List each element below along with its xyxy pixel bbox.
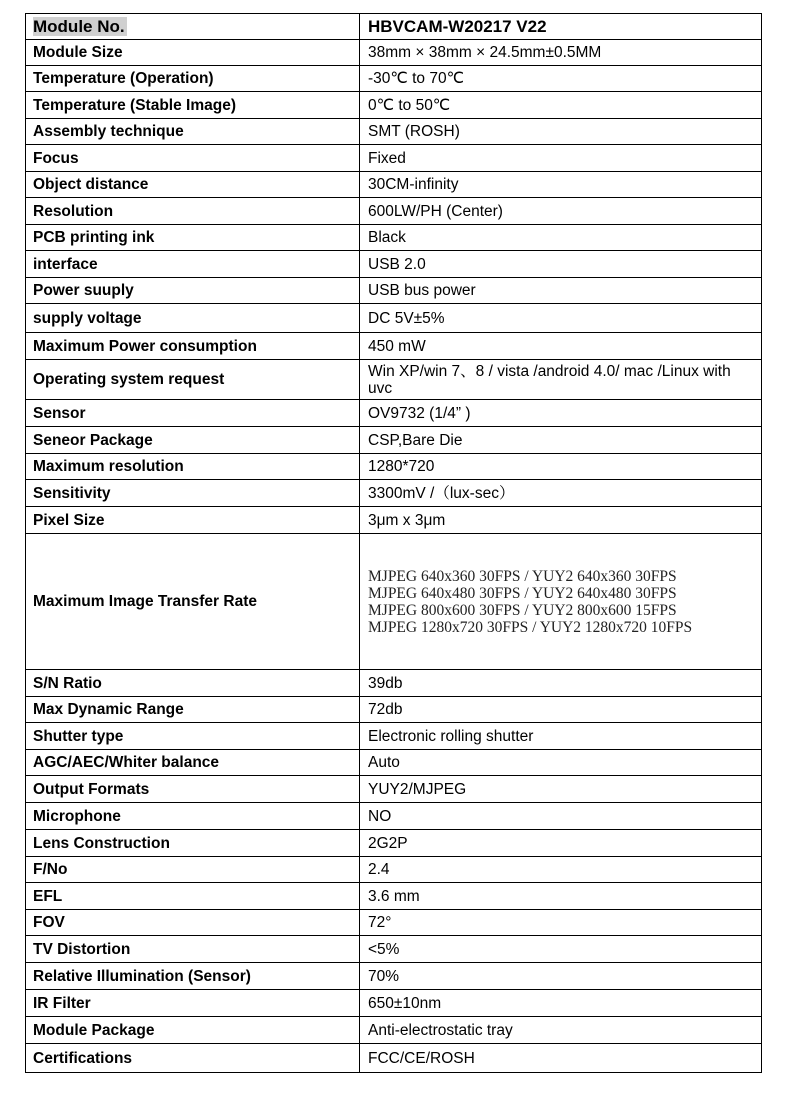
spec-row: [26, 857, 762, 883]
spec-label: Focus: [26, 145, 360, 172]
spec-label: Shutter type: [26, 723, 360, 750]
spec-row: [26, 534, 762, 670]
spec-label: Temperature (Stable Image): [26, 92, 360, 119]
spec-label: PCB printing ink: [26, 225, 360, 251]
spec-row: [26, 145, 762, 172]
transfer-rate-line: MJPEG 640x480 30FPS / YUY2 640x480 30FPS: [368, 584, 677, 602]
spec-row: [26, 66, 762, 92]
spec-label: Power suuply: [26, 278, 360, 304]
spec-row: [26, 172, 762, 198]
spec-row: [26, 251, 762, 278]
spec-label: Assembly technique: [26, 119, 360, 145]
spec-label: Microphone: [26, 803, 360, 830]
spec-label: Seneor Package: [26, 427, 360, 454]
spec-value: 70%: [360, 963, 762, 990]
spec-value: Black: [360, 225, 762, 251]
spec-value: -30℃ to 70℃: [360, 66, 762, 92]
spec-value: 3μm x 3μm: [360, 507, 762, 534]
spec-label: Maximum Power consumption: [26, 333, 360, 360]
spec-label: FOV: [26, 910, 360, 936]
spec-value: 2.4: [360, 857, 762, 883]
spec-value: FCC/CE/ROSH: [360, 1044, 762, 1073]
module-no-label: Module No.: [33, 17, 125, 36]
spec-value: 3300mV /（lux-sec）: [360, 480, 762, 507]
spec-header-label: [26, 14, 360, 40]
spec-row: [26, 1017, 762, 1044]
spec-value: Fixed: [360, 145, 762, 172]
spec-value: 72db: [360, 697, 762, 723]
spec-value: SMT (ROSH): [360, 119, 762, 145]
spec-row: [26, 360, 762, 400]
spec-value: Anti-electrostatic tray: [360, 1017, 762, 1044]
spec-label: EFL: [26, 883, 360, 910]
transfer-rate-line: MJPEG 800x600 30FPS / YUY2 800x600 15FPS: [368, 601, 677, 619]
spec-row: [26, 427, 762, 454]
spec-table: [25, 13, 762, 1073]
spec-label: Object distance: [26, 172, 360, 198]
spec-label: Module Size: [26, 40, 360, 66]
spec-value: 600LW/PH (Center): [360, 198, 762, 225]
spec-value: <5%: [360, 936, 762, 963]
spec-row: [26, 92, 762, 119]
spec-row: [26, 963, 762, 990]
spec-label: Operating system request: [26, 360, 360, 400]
spec-value: DC 5V±5%: [360, 304, 762, 333]
spec-value: USB 2.0: [360, 251, 762, 278]
transfer-rate-line: MJPEG 640x360 30FPS / YUY2 640x360 30FPS: [368, 567, 677, 585]
spec-row: [26, 454, 762, 480]
spec-value: 38mm × 38mm × 24.5mm±0.5MM: [360, 40, 762, 66]
spec-value: 3.6 mm: [360, 883, 762, 910]
spec-label: Sensor: [26, 400, 360, 427]
spec-header-row: [26, 14, 762, 40]
spec-label: Relative Illumination (Sensor): [26, 963, 360, 990]
spec-row: [26, 697, 762, 723]
spec-value: 450 mW: [360, 333, 762, 360]
spec-row: [26, 830, 762, 857]
spec-value: Electronic rolling shutter: [360, 723, 762, 750]
spec-label: S/N Ratio: [26, 670, 360, 697]
spec-row: [26, 910, 762, 936]
spec-row: [26, 304, 762, 333]
spec-label: Output Formats: [26, 776, 360, 803]
spec-header-value: HBVCAM-W20217 V22: [360, 14, 762, 40]
spec-row: [26, 803, 762, 830]
spec-label: Pixel Size: [26, 507, 360, 534]
spec-value: YUY2/MJPEG: [360, 776, 762, 803]
spec-label: AGC/AEC/Whiter balance: [26, 750, 360, 776]
spec-row: [26, 990, 762, 1017]
spec-value: 1280*720: [360, 454, 762, 480]
spec-row: [26, 750, 762, 776]
spec-row: [26, 776, 762, 803]
spec-row: [26, 1044, 762, 1073]
spec-row: [26, 333, 762, 360]
spec-table-body: [26, 14, 762, 1073]
spec-value: Win XP/win 7、8 / vista /android 4.0/ mac /Linux with uvc: [360, 360, 762, 400]
spec-row: [26, 278, 762, 304]
spec-label: Maximum resolution: [26, 454, 360, 480]
spec-label: TV Distortion: [26, 936, 360, 963]
spec-row: [26, 40, 762, 66]
spec-row: [26, 400, 762, 427]
transfer-rate-line: MJPEG 1280x720 30FPS / YUY2 1280x720 10FPS: [368, 618, 693, 636]
spec-label: interface: [26, 251, 360, 278]
spec-label: Sensitivity: [26, 480, 360, 507]
spec-value: 72°: [360, 910, 762, 936]
spec-row: [26, 507, 762, 534]
spec-value: NO: [360, 803, 762, 830]
spec-row: [26, 936, 762, 963]
spec-label: F/No: [26, 857, 360, 883]
spec-value: 650±10nm: [360, 990, 762, 1017]
spec-row: [26, 119, 762, 145]
spec-value: USB bus power: [360, 278, 762, 304]
spec-row: [26, 198, 762, 225]
spec-label: Module Package: [26, 1017, 360, 1044]
spec-label: supply voltage: [26, 304, 360, 333]
spec-label: Resolution: [26, 198, 360, 225]
spec-value: 30CM-infinity: [360, 172, 762, 198]
spec-value: OV9732 (1/4” ): [360, 400, 762, 427]
spec-label: Temperature (Operation): [26, 66, 360, 92]
spec-label: Certifications: [26, 1044, 360, 1073]
spec-value: Auto: [360, 750, 762, 776]
spec-row: [26, 670, 762, 697]
spec-label: Max Dynamic Range: [26, 697, 360, 723]
spec-value: 0℃ to 50℃: [360, 92, 762, 119]
spec-row: [26, 480, 762, 507]
spec-row: [26, 723, 762, 750]
spec-value: 2G2P: [360, 830, 762, 857]
spec-value: 39db: [360, 670, 762, 697]
transfer-rate-list: [360, 534, 762, 670]
spec-label: Lens Construction: [26, 830, 360, 857]
spec-label: Maximum Image Transfer Rate: [26, 534, 360, 670]
spec-row: [26, 225, 762, 251]
spec-row: [26, 883, 762, 910]
spec-value: CSP,Bare Die: [360, 427, 762, 454]
spec-label: IR Filter: [26, 990, 360, 1017]
